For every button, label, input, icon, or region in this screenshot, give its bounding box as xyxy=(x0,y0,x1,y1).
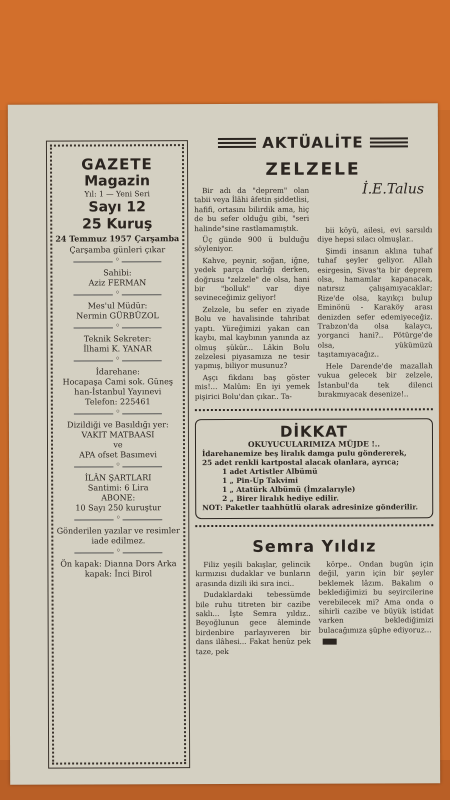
separator xyxy=(73,327,161,328)
printer-and: ve xyxy=(113,440,123,450)
separator xyxy=(73,261,161,262)
notice-item: 2 „ Birer liralık hediye edilir. xyxy=(222,493,339,503)
year-line: Yıl: 1 — Yeni Seri xyxy=(84,189,150,199)
notice-item: 1 „ Atatürk Albümü (İmzalarıyle) xyxy=(222,484,356,494)
dotted-divider xyxy=(195,408,433,415)
article2-column-1 xyxy=(195,560,310,658)
decorative-bars-right xyxy=(370,137,408,147)
separator xyxy=(74,552,162,553)
article2-body xyxy=(195,559,433,658)
section-header xyxy=(194,131,432,154)
author-signature: İ.E.Talus xyxy=(362,181,425,198)
cover-credits: Ön kapak: Dianna Dors Arka kapak: İnci Birol xyxy=(60,559,177,579)
article-title: ZELZELE xyxy=(265,159,361,180)
masthead-title: GAZETE xyxy=(81,155,153,174)
schedule: Çarşamba günleri çıkar xyxy=(69,245,166,255)
decorative-bars-left xyxy=(218,138,256,148)
article2-title: Semra Yıldız xyxy=(252,536,377,556)
right-column xyxy=(194,131,434,658)
article-column-2 xyxy=(317,181,433,402)
printer-label: Dizildiği ve Basıldığı yer: xyxy=(67,420,169,430)
magazine-page xyxy=(8,103,440,784)
dotted-divider xyxy=(195,524,433,531)
paragraph: Hele Darende'de mazallah vukua gelecek bir zelzele, İstanbul'da tek dilenci bırakmıyacak desenize!.. xyxy=(317,360,433,399)
subscription-price: 10 Sayı 250 kuruştur xyxy=(75,503,162,513)
separator xyxy=(74,466,162,467)
paragraph: Filiz yeşili bakışlar, gelincik kırmızısı dudaklar ve bunların arasında dizili iki sıra inci.. xyxy=(195,559,311,588)
owner-label: Sahibi: xyxy=(103,268,132,278)
end-mark-icon xyxy=(323,639,337,645)
notice-text: Gönderilen yazılar ve resimler iade edilmez. xyxy=(56,526,180,546)
issue-number: Sayı 12 xyxy=(88,199,146,216)
phone: Telefon: 225461 xyxy=(85,397,151,407)
section-title: AKTÜALİTE xyxy=(262,133,364,152)
ads-label: İLÂN ŞARTLARI xyxy=(84,473,152,483)
separator xyxy=(74,519,162,520)
paragraph: bii köyü, ailesi, evi sarsıldı diye hepsi sılacı olmuşlar.. xyxy=(317,225,433,245)
subscription-label: ABONE: xyxy=(101,493,136,503)
notice-subtitle: OKUYUCULARIMIZA MÜJDE !.. xyxy=(247,439,381,449)
masthead-content xyxy=(50,144,186,764)
paragraph: Kahve, peynir, soğan, iğne, yedek parça darlığı derken, doğrusu "zelzele" de olsa, hani bir "bolluk" var diye sevineceğimiz geliyor! xyxy=(194,255,310,303)
paragraph: Dudaklardaki tebessümde bile ruhu titreten bir cazibe saklı... İşte Semra yıldız.. Beyoğlunun gece âleminde birdenbire parlayıveren bir dans ilâhesi... Fakat henüz pek taze, pek xyxy=(195,589,311,656)
ads-price: Santimi: 6 Lira xyxy=(87,483,149,493)
article2-column-2 xyxy=(318,559,433,657)
notice-item: 1 adet Artistler Albümü xyxy=(222,466,318,476)
separator xyxy=(74,413,162,414)
background-top xyxy=(0,0,450,110)
notice-item: 1 „ Pin-Up Takvimi xyxy=(222,475,298,485)
director-label: Mes'ul Müdür: xyxy=(87,301,148,311)
notice-note: NOT: Paketler taahhütlü olarak adresinize gönderilir. xyxy=(202,502,419,513)
paragraph: Zelzele, bu sefer en ziyade Bolu ve havalisinde tahribat yaptı. Yüreğimizi yakan can kaybı, mal kaybının yanında az olmuş şükür... Lâkin Bolu zelzelesi piyasamıza ne tesir yapmış, biliyor musunuz? xyxy=(194,304,310,371)
notice-title: DİKKAT xyxy=(279,422,348,441)
paragraph: Şimdi insanın aklına tuhaf tuhaf şeyler geliyor. Allah esirgesin, Sivas'ta bir deprem olsa, hamamlar kapanacak, natırsız çalışamıyacaklar; Rize'de olsa, kayıkçı bulup Eminönü - Karaköy arası denizden sefer edemiyeceğiz. Trabzon'da olsa kalaycı, yorganci hani?.. Pötürge'de olsa, yükümüzü taşıtamıyacağız.. xyxy=(317,246,433,359)
secretary-name: İlhami K. YANAR xyxy=(83,344,152,354)
admin-address: Hocapaşa Cami sok. Güneş han-İstanbul Yayınevi xyxy=(62,377,173,397)
paragraph: Üç günde 900 ü bulduğu söyleniyor. xyxy=(194,234,310,254)
notice-box xyxy=(195,418,433,519)
article-column-1 xyxy=(194,186,310,403)
paragraph: Aşçı fikdanı baş göster mis!... Malûm: En iyi yemek pişirici Bolu'dan çıkar.. Ta- xyxy=(194,372,310,401)
notice-line: İdarehanemize beş liralık damga pulu göndererek, xyxy=(202,448,407,459)
admin-label: İdarehane: xyxy=(95,367,140,377)
printer2-name: APA ofset Basımevi xyxy=(79,450,157,460)
masthead-box xyxy=(46,140,190,768)
director-name: Nermin GÜRBÜZOL xyxy=(76,311,159,321)
secretary-label: Teknik Sekreter: xyxy=(83,334,152,344)
printer-name: VAKIT MATBAASI xyxy=(81,430,155,440)
article-body xyxy=(194,181,433,403)
separator xyxy=(73,294,161,295)
issue-price: 25 Kuruş xyxy=(82,216,153,233)
masthead-subtitle: Magazin xyxy=(84,173,150,190)
issue-date: 24 Temmuz 1957 Çarşamba xyxy=(55,233,180,244)
notice-line: 25 adet renkli kartpostal alacak olanlara, ayrıca; xyxy=(202,457,399,468)
paragraph: Bir adı da "deprem" olan tabii veya İlâhi âfetin şiddetlisi, hafifi, ortasını bilirdik ama, hiç de bu sefer olduğu gibi, "seri halinde"sine rastlamamıştık. xyxy=(194,185,310,233)
paragraph: körpe.. Ondan bugün için değil, yarın için bir şeyler beklemek lâzım. Bakalım o beklediğimizi bu seyircilerine verebilecek mi? Ama onda o sihirli cazibe ve büyük istidat varken beklediğimizi bulacağımıza şüphe ediyoruz... xyxy=(318,559,434,635)
owner-name: Aziz FERMAN xyxy=(88,278,147,288)
separator xyxy=(74,360,162,361)
